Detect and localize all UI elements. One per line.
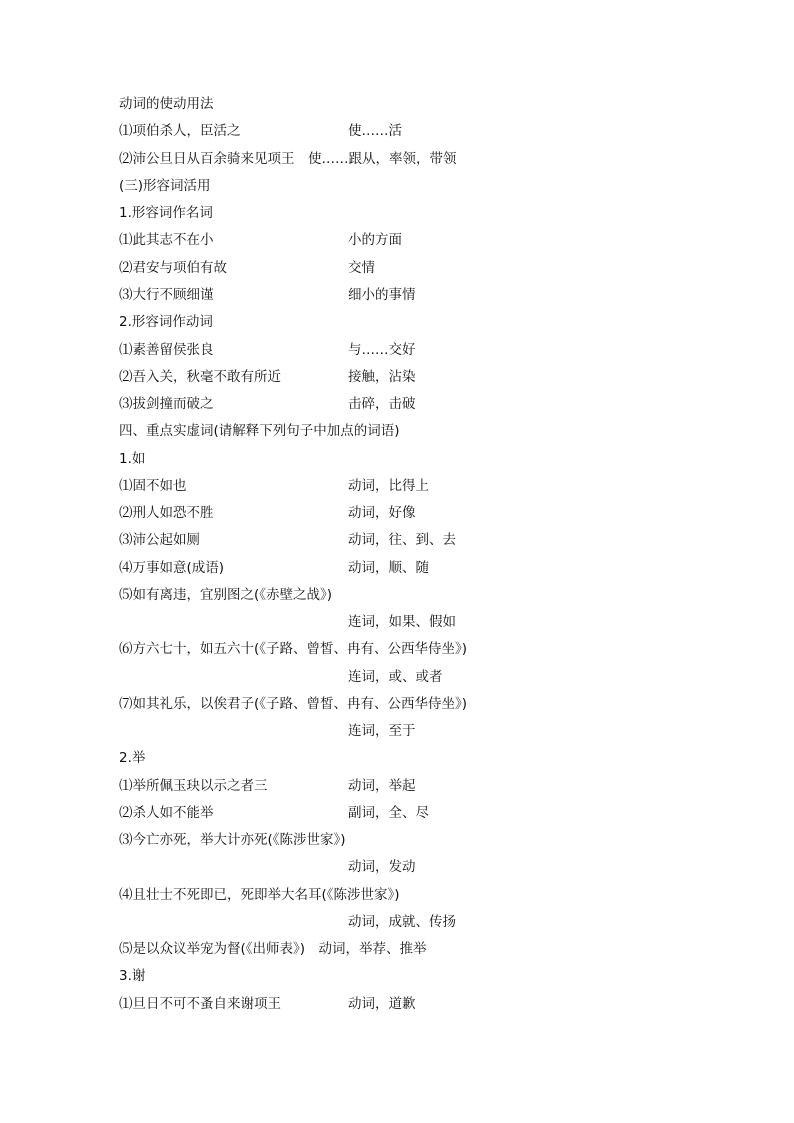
- section-heading: (三)形容词活用: [119, 178, 211, 194]
- text-gloss: 与……交好: [348, 342, 416, 358]
- section-heading: 四、重点实虚词(请解释下列句子中加点的词语): [119, 423, 400, 439]
- text-gloss: 动词，比得上: [348, 478, 429, 494]
- text-line: ⑶沛公起如厕: [119, 532, 200, 548]
- text-gloss: 动词，往、到、去: [348, 532, 456, 548]
- text-line: ⑴此其志不在小: [119, 232, 214, 248]
- text-gloss: 动词，顺、随: [348, 560, 429, 576]
- text-line: ⑷万事如意(成语): [119, 560, 225, 576]
- text-gloss: 连词，如果、假如: [348, 614, 456, 630]
- text-line: ⑷且壮士不死即已，死即举大名耳(《陈涉世家》): [119, 887, 400, 903]
- subsection-heading: 1.如: [119, 451, 146, 467]
- text-line: ⑺如其礼乐，以俟君子(《子路、曾皙、冉有、公西华侍坐》): [119, 696, 468, 712]
- text-line: ⑴旦日不可不蚤自来谢项王: [119, 996, 281, 1012]
- text-line: ⑸如有离违，宜别图之(《赤壁之战》): [119, 587, 333, 603]
- text-line: ⑸是以众议举宠为督(《出师表》) 动词，举荐、推举: [119, 941, 427, 957]
- text-line: 动词的使动用法: [119, 96, 214, 112]
- text-gloss: 动词，举起: [348, 778, 416, 794]
- text-gloss: 动词，好像: [348, 505, 416, 521]
- text-line: ⑹方六七十，如五六十(《子路、曾皙、冉有、公西华侍坐》): [119, 641, 468, 657]
- subsection-heading: 2.形容词作动词: [119, 314, 213, 330]
- text-gloss: 连词，或、或者: [348, 669, 443, 685]
- subsection-heading: 2.举: [119, 750, 146, 766]
- text-gloss: 动词，成就、传扬: [348, 914, 456, 930]
- text-gloss: 细小的事情: [348, 287, 416, 303]
- text-line: ⑶拔剑撞而破之: [119, 396, 214, 412]
- text-line: ⑶大行不顾细谨: [119, 287, 214, 303]
- subsection-heading: 1.形容词作名词: [119, 205, 213, 221]
- text-line: ⑴项伯杀人，臣活之: [119, 123, 241, 139]
- text-line: ⑴举所佩玉玦以示之者三: [119, 778, 268, 794]
- text-line: ⑵沛公旦日从百余骑来见项王 使……跟从，率领，带领: [119, 151, 457, 167]
- text-gloss: 击碎，击破: [348, 396, 416, 412]
- text-line: ⑵吾入关，秋毫不敢有所近: [119, 369, 281, 385]
- text-gloss: 副词，全、尽: [348, 805, 429, 821]
- subsection-heading: 3.谢: [119, 968, 146, 984]
- text-gloss: 动词，发动: [348, 859, 416, 875]
- text-line: ⑴固不如也: [119, 478, 187, 494]
- text-line: ⑵君安与项伯有故: [119, 260, 227, 276]
- text-gloss: 使……活: [348, 123, 402, 139]
- text-gloss: 动词，道歉: [348, 996, 416, 1012]
- text-line: ⑵杀人如不能举: [119, 805, 214, 821]
- text-gloss: 连词，至于: [348, 723, 416, 739]
- text-line: ⑴素善留侯张良: [119, 342, 214, 358]
- text-gloss: 接触，沾染: [348, 369, 416, 385]
- text-gloss: 小的方面: [348, 232, 402, 248]
- text-line: ⑶今亡亦死，举大计亦死(《陈涉世家》): [119, 832, 346, 848]
- text-line: ⑵刑人如恐不胜: [119, 505, 214, 521]
- text-gloss: 交情: [348, 260, 375, 276]
